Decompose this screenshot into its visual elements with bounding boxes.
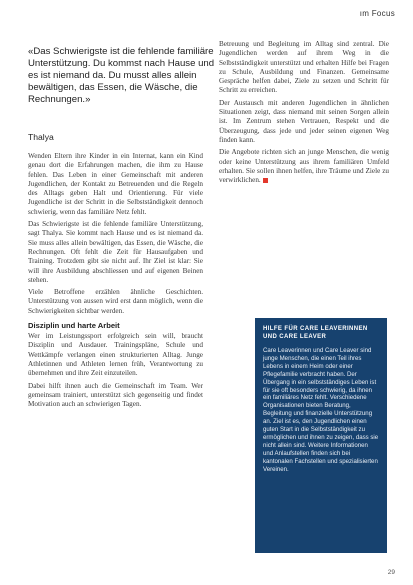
pull-quote-attribution: Thalya: [28, 132, 54, 142]
body-paragraph: Betreuung und Begleitung im Alltag sind zentral. Die Jugendlichen werden auf ihrem Weg in die Selbstständigkeit unterstützt und erhalten Hilfe bei Fragen zu Schule, Ausbildung und Finanzen. Gemeinsame Gespräche helfen dabei, Ziele zu setzen und Schritt für Schritt zu erreichen.: [219, 40, 389, 95]
info-box-heading: HILFE FÜR CARE LEAVERINNEN UND CARE LEAVER: [263, 326, 368, 340]
section-tag: ım Focus: [359, 9, 395, 18]
body-paragraph: Dabei hilft ihnen auch die Gemeinschaft im Team. Wer gemeinsam trainiert, unterstützt sich gegenseitig und findet Motivation auch an schwierigen Tagen.: [28, 381, 203, 409]
section-subheading: Disziplin und harte Arbeit: [28, 321, 120, 331]
body-paragraph: Wenden Eltern ihre Kinder in ein Internat, kann ein Kind genau dort die Erfahrungen machen, die ihm zu Hause fehlen. Das Leben in einer Gemeinschaft mit anderen Jugendlichen, der Kontakt zu Betreuenden und die Regeln des Alltags geben Halt und Orientierung. Für viele Jugendliche ist der Schritt in die Selbstständigkeit dennoch schwierig, wenn das familiäre Netz fehlt.: [28, 152, 203, 216]
info-box-text: Care Leaverinnen und Care Leaver sind junge Menschen, die einen Teil ihres Lebens in einem Heim oder einer Pflegefamilie verbracht haben. Der Übergang in ein selbstständiges Leben ist für sie oft besonders schwierig, da ihnen ein familiäres Netz fehlt. Verschiedene Organisationen bieten Beratung, Begleitung und finanzielle Unterstützung an. Ziel ist es, den Jugendlichen einen guten Start in die Selbstständigkeit zu ermöglichen und ihnen zu zeigen, dass sie nicht allein sind. Weitere Informationen und Anlaufstellen finden sich bei kantonalen Fachstellen und spezialisierten Vereinen.: [263, 347, 379, 473]
info-box: [255, 318, 387, 553]
end-mark-icon: [263, 178, 268, 183]
body-paragraph: Das Schwierigste ist die fehlende familiäre Unterstützung, sagt Thalya. Sie kommt nach Hause und es ist niemand da. Sie muss alles allein bewältigen, das Essen, die Wäsche, die Rechnungen. Oft fehlt die Zeit für Hausaufgaben und Training. Trotzdem gibt sie nicht auf. Ihr Ziel ist klar: Sie will ihre Ausbildung abschliessen und auf eigenen Beinen stehen.: [28, 220, 203, 284]
left-column: [28, 152, 203, 557]
body-paragraph: Viele Betroffene erzählen ähnliche Geschichten. Unterstützung von aussen wird erst dann möglich, wenn die Schwierigkeiten sichtbar werden.: [28, 288, 203, 315]
body-paragraph: Wer im Leistungssport erfolgreich sein will, braucht Disziplin und Ausdauer. Trainingspläne, Schule und Wettkämpfe verlangen einen strukturierten Alltag. Junge Athletinnen und Athleten lernen früh, Verantwortung zu übernehmen und ihre Zeit einzuteilen.: [28, 332, 203, 378]
page-number: 29: [387, 569, 395, 576]
final-paragraph-text: Die Angebote richten sich an junge Menschen, die wenig oder keine Unterstützung aus ihrem familiären Umfeld erhalten. Sie sollen ihnen helfen, ihre Träume und Ziele zu verwirklichen.: [219, 148, 389, 185]
pull-quote: «Das Schwierigste ist die fehlende familiäre Unterstützung. Du kommst nach Hause und es ist niemand da. Du musst alles allein bewältigen, das Essen, die Wäsche, die Rechnungen.»: [28, 46, 215, 106]
body-paragraph-final: [219, 148, 389, 185]
body-paragraph: Der Austausch mit anderen Jugendlichen in ähnlichen Situationen zeigt, dass niemand mit seinen Sorgen allein ist. Im Zentrum stehen Vertrauen, Respekt und die Überzeugung, dass jede und jeder seinen eigenen Weg finden kann.: [219, 98, 389, 144]
